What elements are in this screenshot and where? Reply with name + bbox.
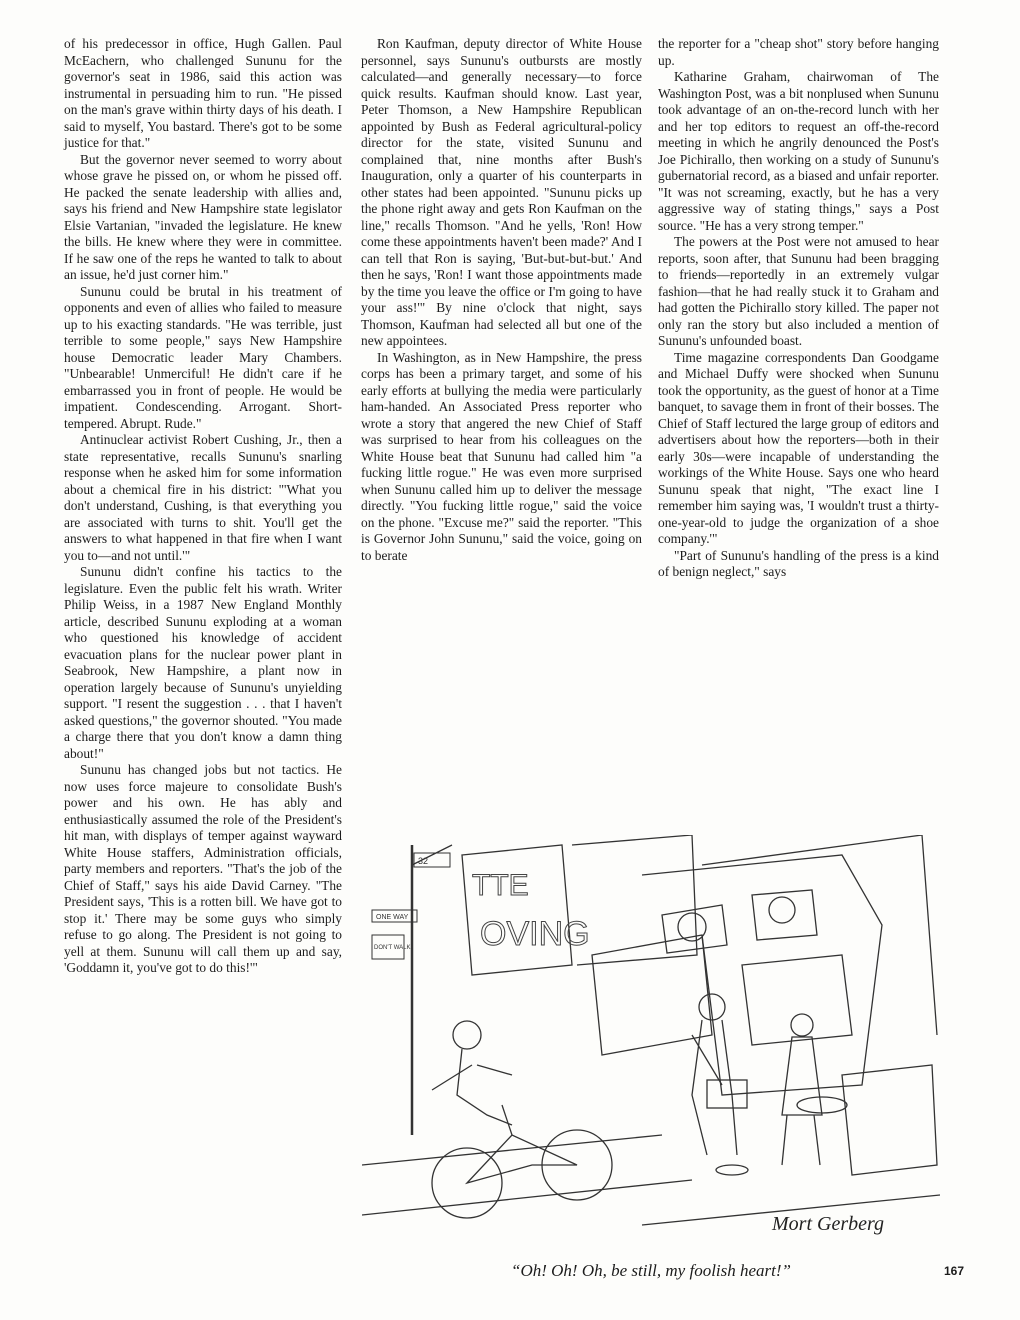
paragraph: Katharine Graham, chairwoman of The Washington Post, was a bit nonplused when Sununu took advantage of an on-the-record lunch with her and her top editors to request an off-the-record meeting in which he angrily denounced the Post's Joe Pichirallo, then working on a study of Sununu's gubernatorial record, as a biased and unfair reporter. "It was not screaming, exactly, but he has a very aggressive way of stating things," says a Post source. "He has a very strong temper." bbox=[658, 69, 939, 233]
paragraph: Sununu didn't confine his tactics to the legislature. Even the public felt his wrath. Writer Philip Weiss, in a 1987 New England Monthly article, described Sununu exploding at a woman who questioned his knowledge of accident evacuation plans for the nuclear power plant in Seabrook, New Hampshire, a plant now in operation largely because of Sununu's unyielding support. "I resent the suggestion . . . that I haven't asked questions," the governor shouted. "You made a charge there that you don't know a damn thing about!" bbox=[64, 564, 342, 761]
cartoon-drawing bbox=[362, 835, 940, 1255]
article-column-1 bbox=[64, 36, 342, 977]
paragraph: the reporter for a "cheap shot" story before hanging up. bbox=[658, 36, 939, 68]
article-column-2 bbox=[361, 36, 642, 564]
paragraph: "Part of Sununu's handling of the press is a kind of benign neglect," says bbox=[658, 547, 939, 579]
paragraph: In Washington, as in New Hampshire, the press corps has been a primary target, and some of his early efforts at bullying the media were particularly ham-handed. An Associated Press reporter who wrote a story that angered the new Chief of Staff was surprised to hear from his colleagues on the White House beat that Sununu had called him "a fucking little rogue." He was even more surprised when Sununu called him up to deliver the message directly. "You fucking little rogue," said the voice on the phone. "Excuse me?" said the reporter. "This is Governor John Sununu," said the voice, going on to berate bbox=[361, 349, 642, 563]
paragraph: Sununu could be brutal in his treatment of opponents and even of allies who failed to measure up to his exacting standards. "He was terrible, just terrible to some people," says New Hampshire house Democratic leader Mary Chambers. "Unbearable! Unmerciful! He didn't care if he embarrassed you in front of people. He would be impatient. Condescending. Arrogant. Short-tempered. Abrupt. Rude." bbox=[64, 283, 342, 431]
paragraph: Sununu has changed jobs but not tactics. He now uses force majeure to consolidate Bush's power and his own. He has ably and enthusiastically assumed the role of the President's hit man, with displays of temper against wayward White House staffers, Administration officials, party members and reporters. "That's the job of the Chief of Staff," says his aide David Carney. "The President says, 'This is a rotten bill. We have got to stop it.' There may be some guys who simply refuse to go along. The President is not going to yell at them. Sununu will call them up and say, 'Goddamn it, you've got to do this!'" bbox=[64, 762, 342, 975]
paragraph: Antinuclear activist Robert Cushing, Jr., then a state representative, recalls Sununu's snarling response when he asked him for some information about a chemical fire in his district: "'What you don't understand, Cushing, is that everything you are associated with turns to shit. You'll get the answers to what happened in that fire when I want you to—and not until.'" bbox=[64, 432, 342, 563]
paragraph: Ron Kaufman, deputy director of White House personnel, says Sununu's outbursts are mostly calculated—and generally necessary—to force quick results. Kaufman should know. Last year, Peter Thomson, a New Hampshire Republican appointed by Bush as Federal agricultural-policy director for the state, visited Sununu and complained that, nine months after Bush's Inauguration, only a quarter of his counterparts in other states had been appointed. "Sununu picks up the phone right away and gets Ron Kaufman on the line," recalls Thomson. "And he yells, 'Ron! How come these appointments haven't been made?' And I can tell that Ron is saying, 'But-but-but-but.' And then he says, 'Ron! I want those appointments made by the time you leave the office or I'm going to have your ass!'" By nine o'clock that night, says Thomson, Kaufman had selected all but one of the new appointees. bbox=[361, 36, 642, 348]
paragraph: Time magazine correspondents Dan Goodgame and Michael Duffy were shocked when Sununu took the opportunity, as the guest of honor at a Time banquet, to savage them in front of their bosses. The Chief of Staff lectured the large group of editors and advertisers about how the reporters—both in their early 30s—were incapable of understanding the workings of the White House. Says one who heard Sununu speak that night, "The exact line I remember him saying was, 'I wouldn't trust a thirty-one-year-old to judge the organization of a shoe company.'" bbox=[658, 349, 939, 546]
artist-signature: Mort Gerberg bbox=[772, 1213, 885, 1235]
article-column-3 bbox=[658, 36, 939, 581]
paragraph: But the governor never seemed to worry about whose grave he pissed on, or whom he pissed off. He packed the senate leadership with allies and, says his friend and New Hampshire state legislator Elsie Vartanian, "invaded the legislature. He knew the bills. He knew where they were in committee. If he saw one of the reps he wanted to talk to about an issue, he'd just corner him." bbox=[64, 151, 342, 282]
page-number: 167 bbox=[944, 1264, 965, 1278]
building-sign-2: OVING bbox=[480, 915, 590, 953]
building-sign: TTE bbox=[472, 869, 529, 902]
dont-walk-sign-text: DON'T WALK bbox=[374, 945, 411, 951]
cartoon-caption: “Oh! Oh! Oh, be still, my foolish heart!” bbox=[510, 1261, 792, 1280]
street-sign-text: 32 bbox=[418, 856, 429, 866]
cartoon-illustration bbox=[362, 835, 940, 1255]
paragraph: of his predecessor in office, Hugh Gallen. Paul McEachern, who challenged Sununu for the governor's seat in 1986, said this action was instrumental in persuading him to run. "He pissed on the man's grave within thirty days of his death. I said to myself, You bastard. There's got to be some justice for that." bbox=[64, 36, 342, 150]
one-way-sign-text: ONE WAY bbox=[376, 914, 409, 921]
paragraph: The powers at the Post were not amused to hear reports, soon after, that Sununu had been bragging to friends—reportedly in an extremely vulgar fashion—that he had really stuck it to Graham and had gotten the Pichirallo story killed. The paper not only ran the story but also included a mention of Sununu's unfounded boast. bbox=[658, 234, 939, 348]
